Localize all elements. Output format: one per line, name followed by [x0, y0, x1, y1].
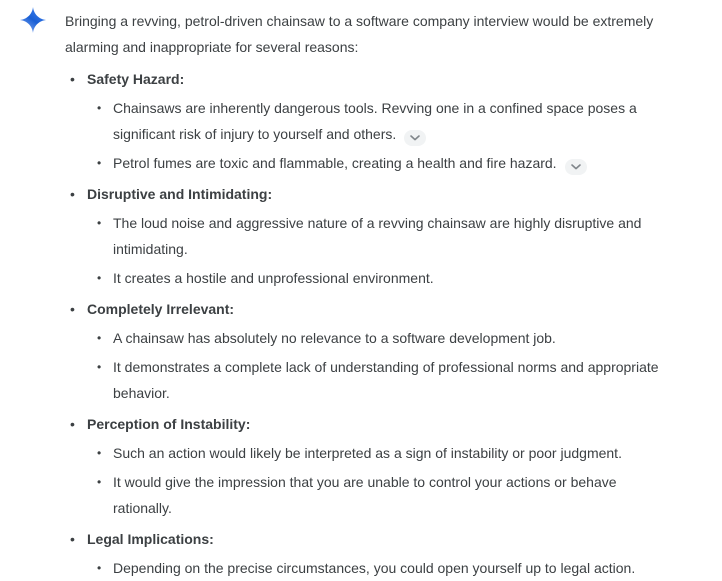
list-item [65, 66, 665, 176]
section-heading: Perception of Instability: [87, 416, 251, 432]
sub-list [87, 95, 665, 176]
chevron-down-icon [571, 164, 581, 170]
list-item [93, 265, 665, 291]
point-text: It would give the impression that you are unable to control your actions or behave rationally. [113, 474, 617, 516]
point-text: Such an action would likely be interpreted as a sign of instability or poor judgment. [113, 445, 622, 461]
point-text: Petrol fumes are toxic and flammable, creating a health and fire hazard. [113, 155, 557, 171]
list-item [93, 210, 665, 262]
point-text: Depending on the precise circumstances, you could open yourself up to legal action. [113, 560, 636, 576]
expand-button[interactable] [565, 159, 587, 175]
response-intro: Bringing a revving, petrol-driven chainsaw to a software company interview would be extremely alarming and inappropriate for several reasons: [65, 13, 654, 55]
reasons-list [65, 66, 665, 581]
expand-button[interactable] [404, 130, 426, 146]
point-text: It demonstrates a complete lack of understanding of professional norms and appropriate behavior. [113, 359, 659, 401]
point-text: The loud noise and aggressive nature of a revving chainsaw are highly disruptive and intimidating. [113, 215, 642, 257]
list-item [93, 354, 665, 406]
point-text: Chainsaws are inherently dangerous tools. Revving one in a confined space poses a significant risk of injury to yourself and others. [113, 100, 637, 142]
list-item [93, 555, 665, 581]
list-item [65, 526, 665, 581]
list-item [93, 150, 665, 176]
section-heading: Disruptive and Intimidating: [87, 186, 273, 202]
gemini-sparkle-icon [20, 6, 46, 34]
list-item [93, 469, 665, 521]
sub-list [87, 210, 665, 291]
point-text: It creates a hostile and unprofessional environment. [113, 270, 434, 286]
list-item [93, 440, 665, 466]
list-item [65, 296, 665, 406]
list-item [93, 95, 665, 147]
section-heading: Safety Hazard: [87, 71, 185, 87]
list-item [65, 181, 665, 291]
response-content [65, 8, 665, 581]
section-heading: Legal Implications: [87, 531, 214, 547]
list-item [93, 325, 665, 351]
section-heading: Completely Irrelevant: [87, 301, 235, 317]
list-item [65, 411, 665, 521]
point-text: A chainsaw has absolutely no relevance to a software development job. [113, 330, 556, 346]
sub-list [87, 555, 665, 581]
sub-list [87, 325, 665, 406]
sub-list [87, 440, 665, 521]
chevron-down-icon [410, 135, 420, 141]
